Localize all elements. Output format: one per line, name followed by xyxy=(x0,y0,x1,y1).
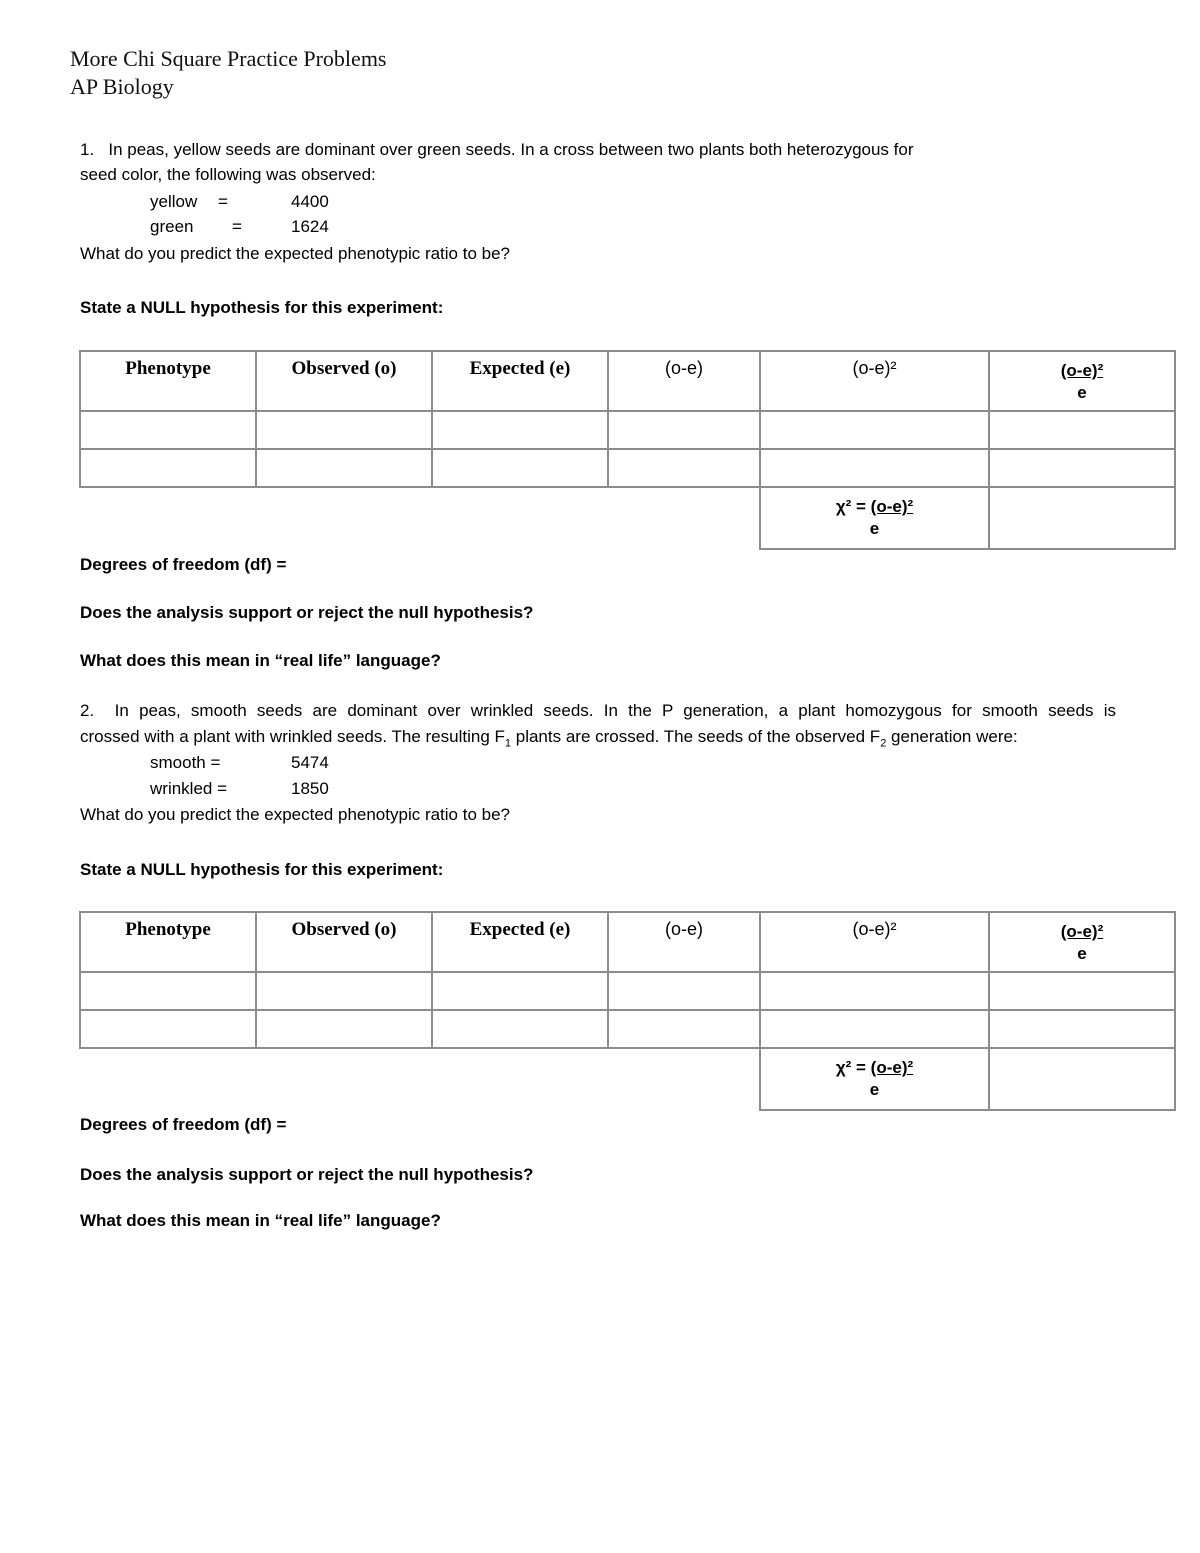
chi-square-table-2 xyxy=(79,911,1176,1111)
chi-square-formula xyxy=(760,1048,989,1110)
observation-green-eq: = xyxy=(232,217,242,236)
problem-2-line2 xyxy=(80,727,1018,749)
cell-input[interactable] xyxy=(432,449,608,487)
cell-input[interactable] xyxy=(608,972,760,1010)
header-phenotype: Phenotype xyxy=(80,912,256,972)
header-phenotype: Phenotype xyxy=(80,351,256,411)
observation-smooth-value: 5474 xyxy=(291,753,329,772)
problem-2-support-question: Does the analysis support or reject the null hypothesis? xyxy=(80,1165,534,1184)
problem-1-df: Degrees of freedom (df) = xyxy=(80,555,287,574)
header-expected: Expected (e) xyxy=(432,912,608,972)
chi-square-total-cell[interactable] xyxy=(989,487,1175,549)
table-spacer xyxy=(80,487,760,549)
problem-1-ratio-question: What do you predict the expected phenotypic ratio to be? xyxy=(80,244,510,263)
problem-2-line2-part-a: crossed with a plant with wrinkled seeds. The resulting F xyxy=(80,727,505,746)
problem-2-line1 xyxy=(80,701,1116,721)
chi-square-total-cell[interactable] xyxy=(989,1048,1175,1110)
header-o-minus-e: (o-e) xyxy=(608,912,760,972)
cell-input[interactable] xyxy=(256,972,432,1010)
cell-input[interactable] xyxy=(760,411,989,449)
problem-2-text: In peas, smooth seeds are dominant over wrinkled seeds. In the P generation, a plant homozygous for smooth seeds is xyxy=(114,701,1116,720)
chi-square-table-1 xyxy=(79,350,1176,550)
subscript-f1: 1 xyxy=(504,737,512,750)
problem-2-df: Degrees of freedom (df) = xyxy=(80,1115,287,1134)
fraction-numerator: (o-e)² xyxy=(1060,361,1104,380)
observation-green-label: green xyxy=(150,217,194,236)
header-o-minus-e-squared: (o-e)² xyxy=(760,912,989,972)
chi-denominator: e xyxy=(869,1080,880,1099)
table-spacer xyxy=(80,1048,760,1110)
header-o-minus-e: (o-e) xyxy=(608,351,760,411)
cell-input[interactable] xyxy=(432,972,608,1010)
observation-yellow-label: yellow xyxy=(150,192,198,211)
chi-numerator: (o-e)² xyxy=(870,1058,914,1077)
cell-input[interactable] xyxy=(432,1010,608,1048)
observation-wrinkled-label: wrinkled = xyxy=(150,779,228,798)
cell-input[interactable] xyxy=(760,449,989,487)
cell-input[interactable] xyxy=(608,411,760,449)
fraction-denominator: e xyxy=(1077,944,1087,963)
page-title: More Chi Square Practice Problems xyxy=(70,46,387,71)
chi-prefix: χ² = xyxy=(835,1058,871,1077)
cell-input[interactable] xyxy=(80,1010,256,1048)
problem-2-null-question: State a NULL hypothesis for this experiment: xyxy=(80,860,444,879)
problem-1-number: 1. xyxy=(80,140,95,159)
problem-1-line1 xyxy=(80,140,914,160)
cell-input[interactable] xyxy=(608,1010,760,1048)
problem-2-ratio-question: What do you predict the expected phenotypic ratio to be? xyxy=(80,805,510,824)
header-fraction xyxy=(989,351,1175,411)
observation-green-value: 1624 xyxy=(291,217,329,236)
problem-1-line2: seed color, the following was observed: xyxy=(80,165,376,184)
problem-1-support-question: Does the analysis support or reject the null hypothesis? xyxy=(80,603,534,622)
cell-input[interactable] xyxy=(608,449,760,487)
chi-square-formula xyxy=(760,487,989,549)
fraction-denominator: e xyxy=(1077,383,1087,402)
cell-input[interactable] xyxy=(989,411,1175,449)
problem-1-text: In peas, yellow seeds are dominant over green seeds. In a cross between two plants both heterozygous for xyxy=(108,140,914,159)
chi-prefix: χ² = xyxy=(835,497,871,516)
header-fraction xyxy=(989,912,1175,972)
subscript-f2: 2 xyxy=(880,737,887,750)
cell-input[interactable] xyxy=(256,411,432,449)
cell-input[interactable] xyxy=(432,411,608,449)
observation-smooth-label: smooth = xyxy=(150,753,221,772)
cell-input[interactable] xyxy=(989,1010,1175,1048)
problem-2-number: 2. xyxy=(80,701,95,720)
header-observed: Observed (o) xyxy=(256,351,432,411)
observation-yellow-value: 4400 xyxy=(291,192,329,211)
cell-input[interactable] xyxy=(80,449,256,487)
cell-input[interactable] xyxy=(760,972,989,1010)
cell-input[interactable] xyxy=(256,449,432,487)
observation-wrinkled-value: 1850 xyxy=(291,779,329,798)
cell-input[interactable] xyxy=(256,1010,432,1048)
course-subtitle: AP Biology xyxy=(70,74,174,99)
cell-input[interactable] xyxy=(80,972,256,1010)
header-o-minus-e-squared: (o-e)² xyxy=(760,351,989,411)
problem-2-meaning-question: What does this mean in “real life” language? xyxy=(80,1211,441,1230)
problem-2-line2-part-c: generation were: xyxy=(886,727,1018,746)
observation-yellow-eq: = xyxy=(218,192,228,211)
cell-input[interactable] xyxy=(989,972,1175,1010)
problem-1-null-question: State a NULL hypothesis for this experiment: xyxy=(80,298,444,317)
cell-input[interactable] xyxy=(989,449,1175,487)
chi-numerator: (o-e)² xyxy=(870,497,914,516)
fraction-numerator: (o-e)² xyxy=(1060,922,1104,941)
cell-input[interactable] xyxy=(760,1010,989,1048)
header-expected: Expected (e) xyxy=(432,351,608,411)
problem-2-line2-part-b: plants are crossed. The seeds of the observed F xyxy=(511,727,881,746)
problem-1-meaning-question: What does this mean in “real life” language? xyxy=(80,651,441,670)
header-observed: Observed (o) xyxy=(256,912,432,972)
chi-denominator: e xyxy=(869,519,880,538)
cell-input[interactable] xyxy=(80,411,256,449)
